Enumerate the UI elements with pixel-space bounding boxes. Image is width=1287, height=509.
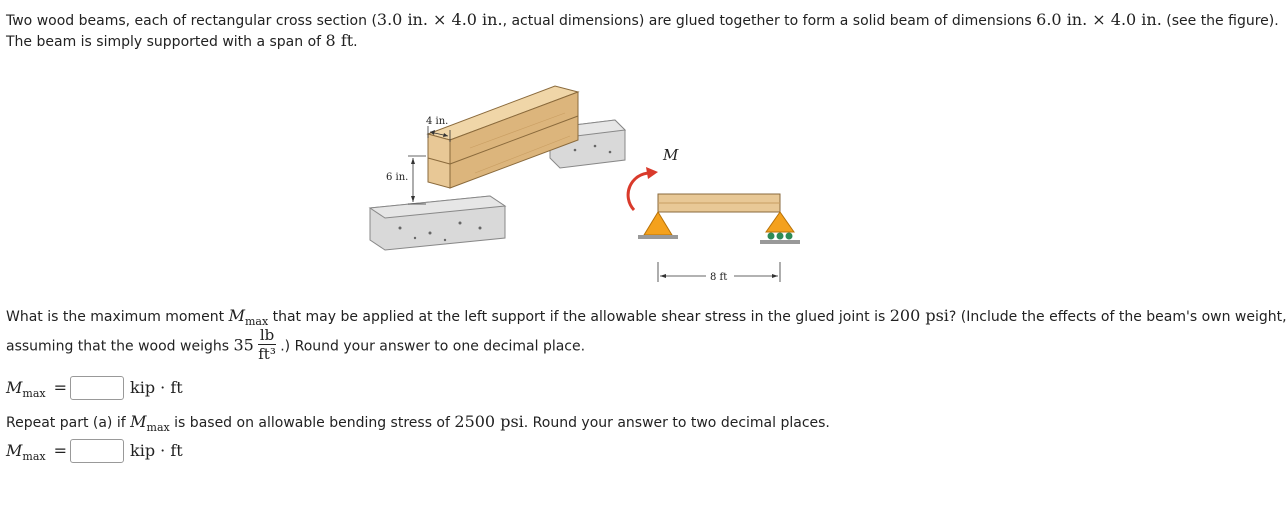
part-b-answer-unit: kip · ft (130, 441, 183, 460)
moment-arrowhead-icon (646, 167, 658, 179)
beam-figure (350, 78, 830, 293)
span-text-2: . (353, 34, 358, 50)
part-b-text-2: is based on allowable bending stress of (169, 415, 455, 431)
intro-text-2: , actual dimensions) are glued together to form a solid beam of dimensions (502, 13, 1037, 29)
problem-line-2 (6, 31, 358, 50)
moment-arrow (628, 173, 650, 210)
part-b-answer-input[interactable] (70, 439, 124, 463)
wood-beam (428, 86, 578, 188)
label-6in: 6 in. (386, 172, 409, 183)
part-b-answer-label: $M_{max}$ = (6, 441, 67, 463)
pin-support (638, 212, 678, 239)
answer-a-max: max (22, 387, 46, 400)
answer-a-M: M (6, 378, 23, 397)
part-a-shear-value: 200 psi (889, 306, 949, 325)
part-b-text-3: . Round your answer to two decimal places. (523, 415, 830, 431)
problem-line-1 (6, 10, 1279, 29)
label-moment-M: M (663, 146, 679, 164)
label-4in: 4 in. (426, 116, 449, 127)
part-a-text-1: What is the maximum moment (6, 309, 229, 325)
part-b-max: max (146, 421, 170, 434)
part-b-M: M (130, 412, 147, 431)
part-a-line-1 (6, 306, 1287, 328)
part-a-text-3: ? (Include the effects of the beam's own weight, (948, 309, 1287, 325)
unit-denominator: ft³ (258, 345, 276, 363)
part-b-line-1 (6, 412, 830, 434)
roller-support (760, 212, 800, 244)
part-a-text-4: assuming that the wood weighs (6, 338, 234, 355)
part-a-answer-unit: kip · ft (130, 378, 183, 397)
part-a-weight: 35 (233, 335, 254, 355)
dimension-2: 6.0 in. × 4.0 in. (1036, 10, 1162, 29)
part-b-bending-value: 2500 psi (454, 412, 524, 431)
unit-numerator: lb (259, 326, 275, 344)
part-a-answer-label: $M_{max}$ = (6, 378, 67, 400)
part-a-max: max (244, 315, 269, 328)
intro-text-3: (see the figure). (1161, 13, 1279, 29)
answer-b-max: max (22, 450, 46, 463)
left-concrete-support (370, 196, 505, 250)
dimension-6in (408, 156, 426, 204)
label-8ft: 8 ft (710, 272, 728, 283)
intro-text-1: Two wood beams, each of rectangular cross section ( (6, 13, 377, 29)
span-value: 8 ft (325, 31, 354, 50)
part-a-text-5: .) Round your answer to one decimal place. (280, 338, 586, 355)
unit-fraction (258, 326, 276, 363)
beam-diagram (658, 194, 780, 212)
dimension-1: 3.0 in. × 4.0 in. (376, 10, 503, 29)
part-a-M: M (228, 306, 245, 325)
part-a-text-2: that may be applied at the left support if the allowable shear stress in the glued joint is (268, 309, 890, 325)
part-a-answer-input[interactable] (70, 376, 124, 400)
answer-b-M: M (6, 441, 23, 460)
part-a-line-2 (6, 328, 585, 365)
part-b-text-1: Repeat part (a) if (6, 415, 131, 431)
span-text-1: The beam is simply supported with a span of (6, 34, 326, 50)
